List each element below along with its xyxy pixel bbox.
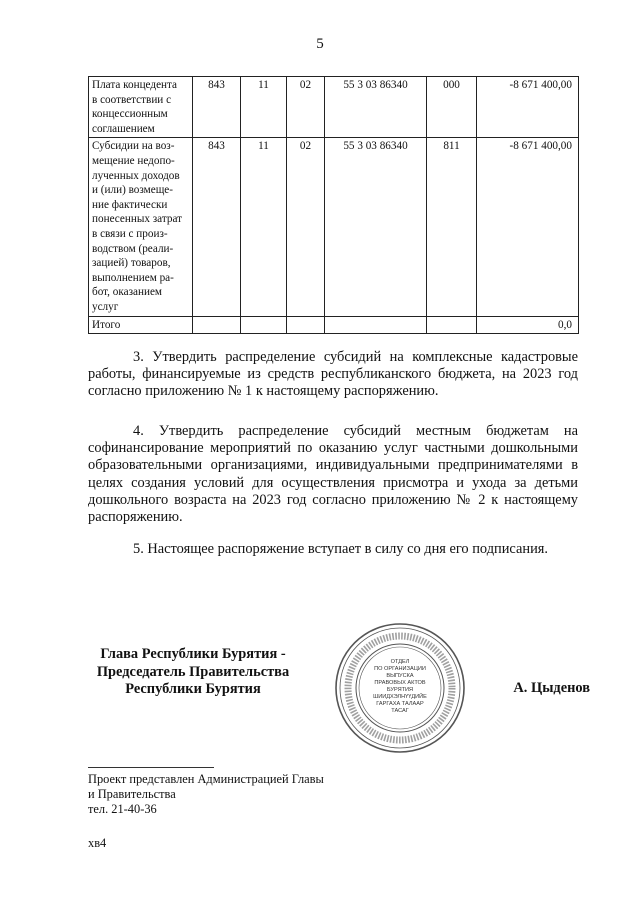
- table-cell: 000: [427, 77, 477, 138]
- document-code: хв4: [88, 836, 107, 850]
- paragraph-3: 3. Утвердить распределение субсидий на комплексные кадастровые работы, финансируемые из средств республиканского бюджета, на 2023 год согласно приложению № 1 к настоящему распоряжению.: [88, 349, 578, 400]
- table-cell: 11: [241, 138, 287, 316]
- table-cell: 11: [241, 77, 287, 138]
- official-seal-icon: [332, 620, 468, 756]
- footer-line: Проект представлен Администрацией Главы: [88, 772, 324, 786]
- table-row: [89, 77, 579, 138]
- signatory-title: Глава Республики Бурятия - Председатель Правительства Республики Бурятия: [96, 646, 290, 697]
- svg-text:ТАСАГ: ТАСАГ: [391, 708, 409, 714]
- table-cell: -8 671 400,00: [477, 138, 579, 316]
- total-value: 0,0: [477, 316, 579, 334]
- svg-text:ПО ОРГАНИЗАЦИИ: ПО ОРГАНИЗАЦИИ: [374, 666, 426, 672]
- row-name: Субсидии на воз- мещение недопо- лученных доходов и (или) возмеще- ние фактически понесенных затрат в связи с произ- водством (реали- зацией) товаров, выполнением ра- бот, оказанием услуг: [89, 138, 193, 316]
- table-cell: 843: [193, 77, 241, 138]
- paragraph-4: 4. Утвердить распределение субсидий местным бюджетам на софинансирование мероприятий по оказанию услуг частными дошкольными образовательными организациями, индивидуальными предпринимателями в целях создания условий для осуществления присмотра и ухода за детьми дошкольного возраста на 2023 год согласно приложению № 2 к настоящему распоряжению.: [88, 423, 578, 526]
- footer-line: и Правительства: [88, 787, 176, 801]
- svg-text:ПРАВОВЫХ АКТОВ: ПРАВОВЫХ АКТОВ: [374, 680, 426, 686]
- svg-text:ГАРГАХА ТАЛААР: ГАРГАХА ТАЛААР: [376, 701, 424, 707]
- total-label: Итого: [89, 316, 193, 334]
- footer-phone: тел. 21-40-36: [88, 802, 157, 816]
- table-cell: 811: [427, 138, 477, 316]
- svg-text:ШИИДХЭЛНҮҮДИЙЕ: ШИИДХЭЛНҮҮДИЙЕ: [373, 694, 427, 700]
- table-cell: 02: [287, 138, 325, 316]
- signatory-name: А. Цыденов: [513, 680, 590, 696]
- table-cell: 843: [193, 138, 241, 316]
- svg-text:ОТДЕЛ: ОТДЕЛ: [390, 659, 410, 665]
- row-name: Плата концедента в соответствии с концессионным соглашением: [89, 77, 193, 138]
- table-row: [89, 138, 579, 316]
- paragraph-5: 5. Настоящее распоряжение вступает в силу со дня его подписания.: [133, 541, 548, 557]
- table-cell: 55 3 03 86340: [325, 138, 427, 316]
- footer-divider: [88, 767, 214, 768]
- table-cell: -8 671 400,00: [477, 77, 579, 138]
- table-cell: 02: [287, 77, 325, 138]
- svg-text:БУРЯТИЯ: БУРЯТИЯ: [386, 687, 414, 693]
- page-number: 5: [316, 36, 324, 52]
- table-cell: 55 3 03 86340: [325, 77, 427, 138]
- total-row: [89, 316, 579, 334]
- budget-table: [88, 76, 579, 334]
- svg-text:ВЫПУСКА: ВЫПУСКА: [386, 673, 414, 679]
